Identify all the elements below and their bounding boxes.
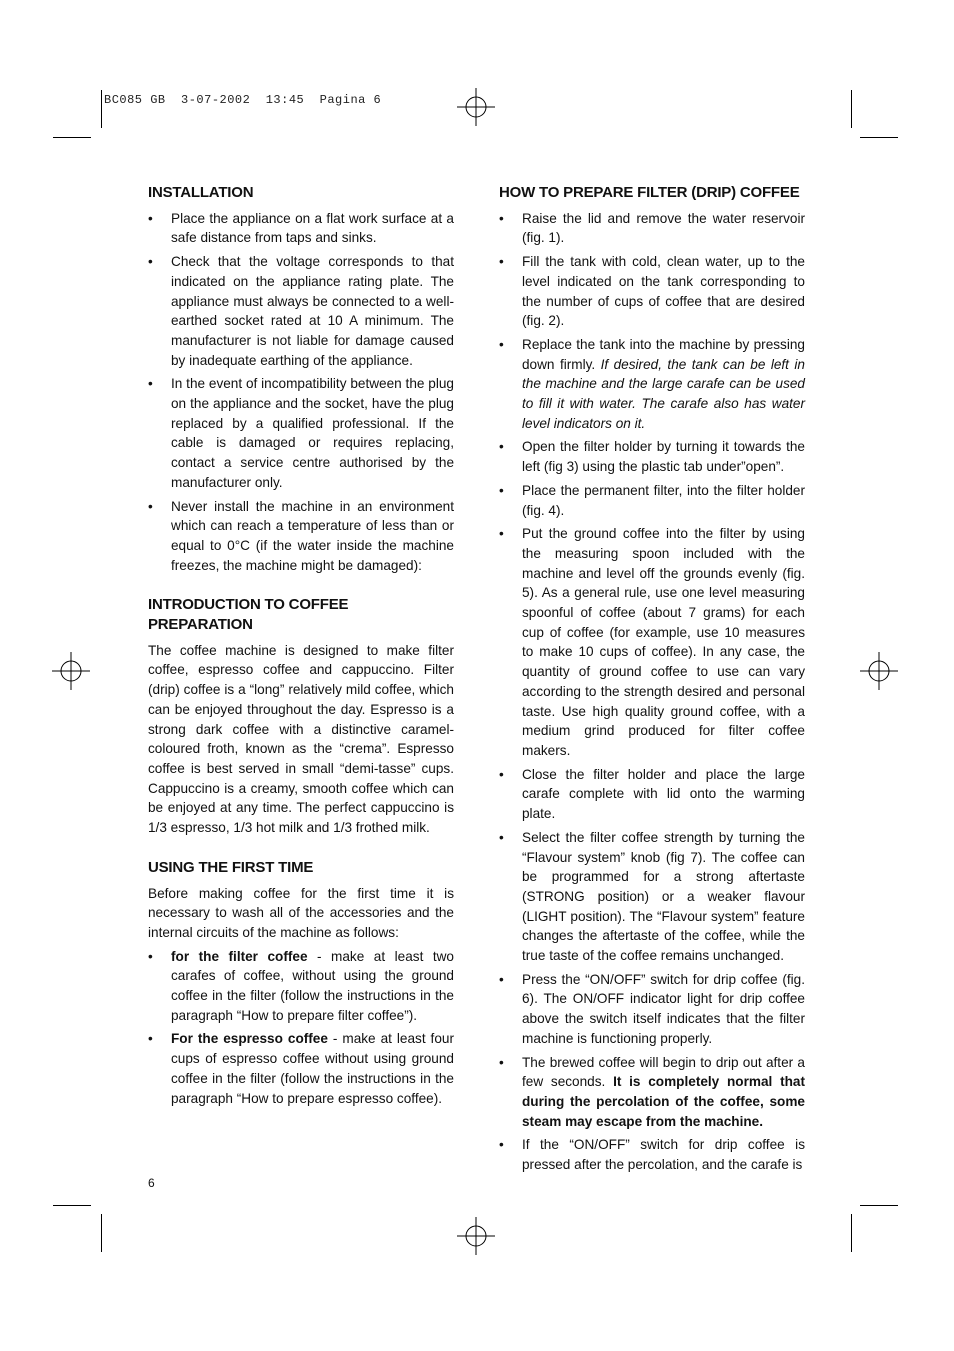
installation-list — [148, 209, 454, 576]
step-warning: It is completely normal that during the percolation of the coffee, some steam may escape from the machine. — [522, 1074, 805, 1129]
step-text: Replace the tank into the machine by pressing down firmly. — [522, 336, 805, 372]
list-item: • If the “ON/OFF” switch for drip coffee is pressed after the percolation, and the carafe is — [499, 1135, 805, 1174]
filter-coffee-label: for the filter coffee — [171, 948, 308, 964]
filter-coffee-heading: HOW TO PREPARE FILTER (DRIP) COFFEE — [499, 184, 800, 201]
list-item: • Place the permanent filter, into the filter holder (fig. 4). — [499, 481, 805, 520]
intro-section — [148, 595, 454, 837]
list-item: • Select the filter coffee strength by turning the “Flavour system” knob (fig 7). The coffee can be programmed for a strong aftertaste (STRONG position) or a weaker flavour (LIGHT position). The “Flavour system” feature changes the aftertaste of the coffee, while the true taste of the coffee remains unchanged. — [499, 828, 805, 966]
step-text: The brewed coffee will begin to drip out after a few seconds. — [522, 1054, 805, 1090]
list-item: • Close the filter holder and place the large carafe complete with lid onto the warming plate. — [499, 765, 805, 824]
installation-heading: INSTALLATION — [148, 184, 254, 201]
intro-paragraph: The coffee machine is designed to make filter coffee, espresso coffee and cappuccino. Filter (drip) coffee is a “long” relatively mild coffee, which can be enjoyed throughout the day. Espresso is a strong dark coffee with a distinctive caramel-coloured froth, known as the “crema”. Espresso coffee is best served in small “demi-tasse” cups. Cappuccino is a creamy, smooth coffee which can be enjoyed at any time. The perfect cappuccino is 1/3 espresso, 1/3 hot milk and 1/3 frothed milk. — [148, 642, 454, 836]
printer-slug: BC085 GB 3-07-2002 13:45 Pagina 6 — [104, 93, 382, 107]
list-item: • Open the filter holder by turning it towards the left (fig 3) using the plastic tab under”open”. — [499, 437, 805, 476]
list-item: • Raise the lid and remove the water reservoir (fig. 1). — [499, 209, 805, 248]
filter-coffee-steps — [499, 209, 805, 1175]
crop-mark — [101, 1214, 102, 1252]
left-column — [148, 183, 454, 1124]
intro-heading: INTRODUCTION TO COFFEE PREPARATION — [148, 596, 349, 634]
right-column — [499, 183, 805, 1179]
installation-section — [148, 183, 454, 575]
first-time-heading: USING THE FIRST TIME — [148, 858, 314, 876]
registration-mark-icon — [457, 88, 495, 126]
espresso-coffee-text: - make at least four cups of espresso coffee without using ground coffee in the filter (follow the instructions in the paragraph “How to prepare espresso coffee). — [171, 1031, 454, 1106]
crop-mark — [860, 1205, 898, 1206]
filter-coffee-text: - make at least two carafes of coffee, without using the ground coffee in the filter (follow the instructions in the paragraph “How to prepare filter coffee”). — [171, 948, 454, 1023]
first-time-section — [148, 858, 454, 1108]
list-item — [148, 1029, 454, 1108]
list-item — [148, 947, 454, 1026]
list-item: • Place the appliance on a flat work surface at a safe distance from taps and sinks. — [148, 209, 454, 248]
crop-mark — [851, 90, 852, 128]
crop-mark — [860, 137, 898, 138]
list-item — [499, 335, 805, 434]
registration-mark-icon — [860, 652, 898, 690]
list-item: • Check that the voltage corresponds to that indicated on the appliance rating plate. The appliance must always be connected to a well-earthed socket rated at 10 A minimum. The manufacturer is not liable for damage caused by inadequate earthing of the appliance. — [148, 252, 454, 370]
crop-mark — [851, 1214, 852, 1252]
list-item: • Put the ground coffee into the filter by using the measuring spoon included with the machine and level off the grounds evenly (fig. 5). As a general rule, use one level measuring spoonful of coffee (about 7 grams) for each cup of coffee (for example, use 10 measures to make 10 cups of coffee). In any case, the quantity of ground coffee to use can vary according to the strength desired and personal taste. Use high quality ground coffee, with a medium grind produced for filter coffee makers. — [499, 524, 805, 760]
list-item: • Never install the machine in an environment which can reach a temperature of less than or equal to 0°C (if the water inside the machine freezes, the machine might be damaged): — [148, 497, 454, 576]
step-note: If desired, the tank can be left in the machine and the large carafe can be used to fill it with water. The carafe also has water level indicators on it. — [522, 356, 805, 431]
espresso-coffee-label: For the espresso coffee — [171, 1031, 328, 1047]
list-item: • Fill the tank with cold, clean water, up to the level indicated on the tank corresponding to the number of cups of coffee that are desired (fig. 2). — [499, 252, 805, 331]
crop-mark — [101, 90, 102, 128]
list-item: • Press the “ON/OFF” switch for drip coffee (fig. 6). The ON/OFF indicator light for drip coffee above the switch itself indicates that the filter machine is functioning properly. — [499, 970, 805, 1049]
registration-mark-icon — [457, 1217, 495, 1255]
crop-mark — [53, 1205, 91, 1206]
page-number: 6 — [148, 1176, 155, 1190]
list-item: • In the event of incompatibility between the plug on the appliance and the socket, have the plug replaced by a qualified professional. If the cable is damaged or requires replacing, contact a service centre authorised by the manufacturer only. — [148, 374, 454, 492]
first-time-list — [148, 947, 454, 1109]
registration-mark-icon — [52, 652, 90, 690]
list-item — [499, 1053, 805, 1132]
crop-mark — [53, 137, 91, 138]
first-time-paragraph: Before making coffee for the first time it is necessary to wash all of the accessories and the internal circuits of the machine as follows: — [148, 885, 454, 940]
